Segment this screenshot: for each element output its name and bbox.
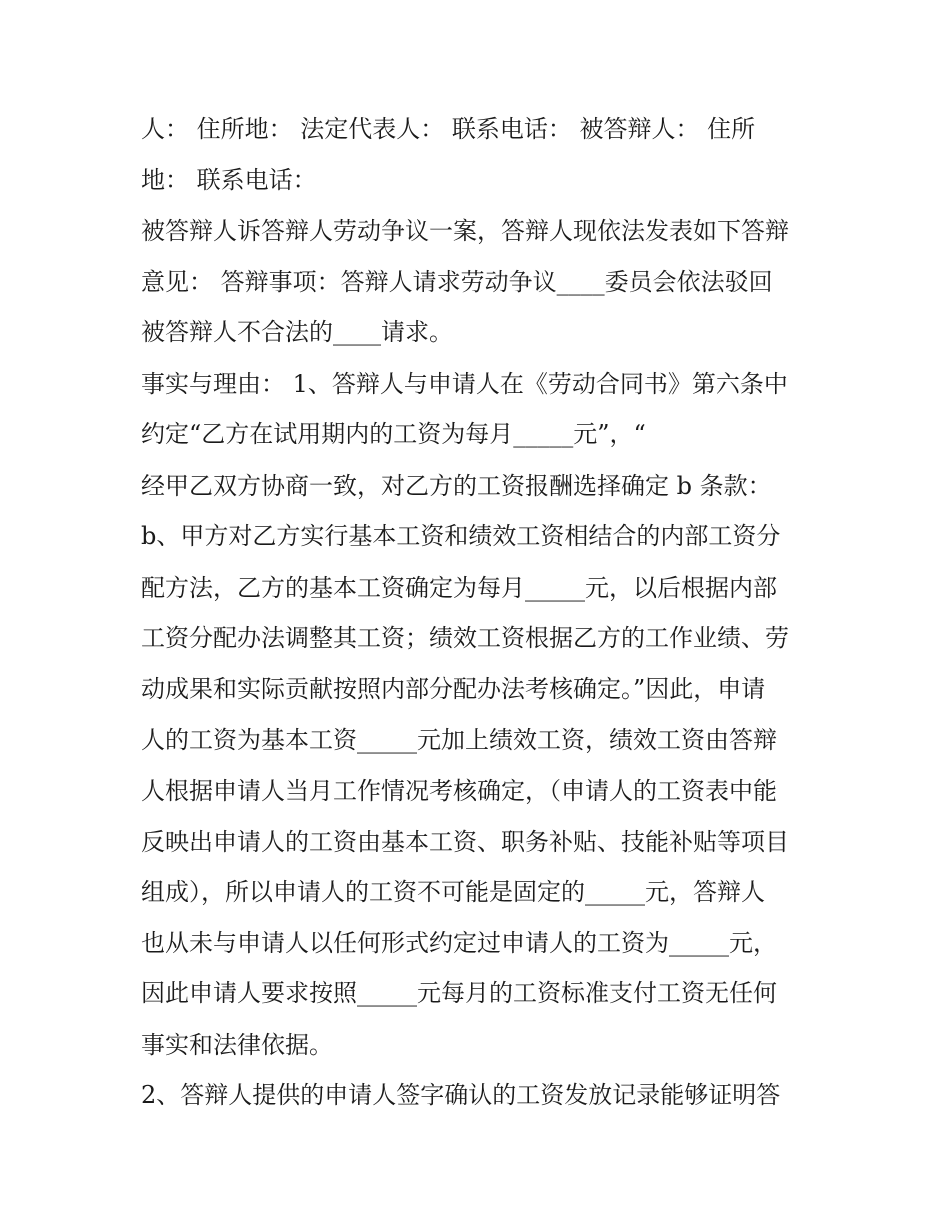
text-line-8: 经甲乙双方协商一致，对乙方的工资报酬选择确定 b 条款： xyxy=(141,472,772,500)
text-line-17: 也从未与申请人以任何形式约定过申请人的工资为_____元， xyxy=(141,929,777,957)
text-line-18: 因此申请人要求按照_____元每月的工资标准支付工资无任何 xyxy=(141,979,777,1007)
text-line-13: 人的工资为基本工资_____元加上绩效工资，绩效工资由答辩 xyxy=(141,726,777,754)
text-line-7: 约定“乙方在试用期内的工资为每月_____元”，“ xyxy=(141,420,646,448)
text-line-9: b、甲方对乙方实行基本工资和绩效工资相结合的内部工资分 xyxy=(141,522,781,550)
text-line-3: 被答辩人诉答辩人劳动争议一案，答辩人现依法发表如下答辩 xyxy=(141,217,789,245)
text-line-10: 配方法，乙方的基本工资确定为每月_____元，以后根据内部 xyxy=(141,574,777,602)
text-line-1: 人： 住所地： 法定代表人： 联系电话： 被答辩人： 住所 xyxy=(141,115,756,143)
text-line-14: 人根据申请人当月工作情况考核确定，（申请人的工资表中能 xyxy=(141,777,777,805)
text-line-2: 地： 联系电话： xyxy=(141,166,317,194)
text-line-5: 被答辩人不合法的____请求。 xyxy=(141,318,453,346)
text-line-19: 事实和法律依据。 xyxy=(141,1031,333,1059)
text-line-4: 意见： 答辩事项：答辩人请求劳动争议____委员会依法驳回 xyxy=(141,268,773,296)
text-line-15: 反映出申请人的工资由基本工资、职务补贴、技能补贴等项目 xyxy=(141,828,789,856)
text-line-20: 2、答辩人提供的申请人签字确认的工资发放记录能够证明答 xyxy=(141,1081,781,1109)
text-line-6: 事实与理由： 1、答辩人与申请人在《劳动合同书》第六条中 xyxy=(141,370,788,398)
text-line-11: 工资分配办法调整其工资；绩效工资根据乙方的工作业绩、劳 xyxy=(141,624,789,652)
text-line-12: 动成果和实际贡献按照内部分配办法考核确定。”因此，申请 xyxy=(141,675,766,703)
text-line-16: 组成），所以申请人的工资不可能是固定的_____元，答辩人 xyxy=(141,878,765,906)
